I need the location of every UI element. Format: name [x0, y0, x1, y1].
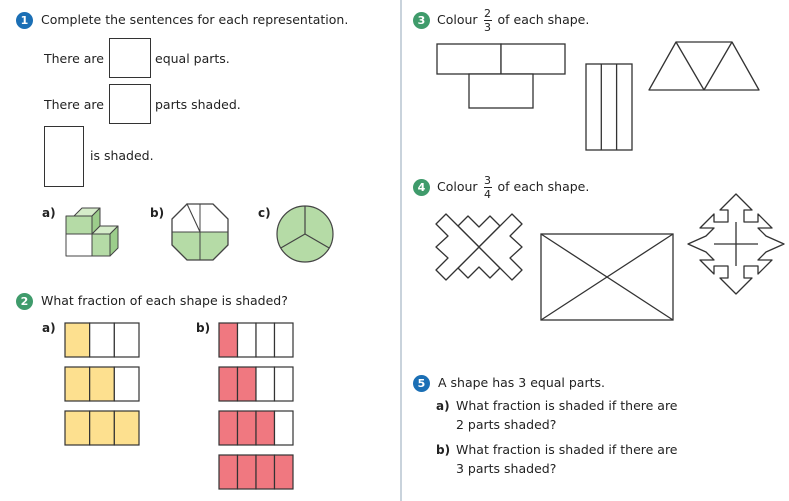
q1-sentence2-before: There are — [44, 97, 104, 112]
q4-instruction-after: of each shape. — [497, 179, 590, 194]
q1-number-badge: 1 — [16, 12, 33, 29]
q2-a-bar-3-part-1 — [65, 411, 90, 445]
q1-sentence3-after: is shaded. — [90, 148, 154, 163]
q2-b-bar-1-part-2 — [238, 323, 257, 357]
q4-instruction-before: Colour — [436, 179, 478, 194]
q5-b-line2: 3 parts shaded? — [456, 461, 557, 476]
q2-a-bar-2-part-2 — [90, 367, 115, 401]
q4-fraction — [484, 175, 492, 200]
q1-octagon-figure — [168, 200, 232, 264]
q4-fraction-numerator: 3 — [484, 174, 492, 187]
q3-instruction-before: Colour — [436, 12, 478, 27]
q2-label-a: a) — [42, 321, 56, 335]
q2-b-bar-4-part-3 — [256, 455, 275, 489]
q1-label-a: a) — [42, 206, 56, 220]
q2-a-bar-2-part-3 — [114, 367, 139, 401]
q2-instruction: What fraction of each shape is shaded? — [40, 293, 288, 308]
q2-a-bars — [64, 322, 140, 452]
q1-sentence1-after: equal parts. — [155, 51, 230, 66]
q3-fraction — [484, 8, 492, 33]
page-divider — [400, 0, 402, 501]
q2-b-bar-4-part-4 — [275, 455, 294, 489]
q3-number-badge: 3 — [413, 12, 430, 29]
q2-b-bar-2-part-2 — [238, 367, 257, 401]
q2-a-bar-3-part-2 — [90, 411, 115, 445]
q2-b-bar-1-part-1 — [219, 323, 238, 357]
q1-sentence2-after: parts shaded. — [155, 97, 241, 112]
q1-circle-figure — [274, 203, 336, 265]
q1-cubes-figure — [60, 200, 130, 265]
q4-star-figure — [684, 192, 788, 296]
q5-a-line1: What fraction is shaded if there are — [456, 398, 678, 413]
q5-heading — [413, 375, 605, 392]
q2-a-bar-3-part-3 — [114, 411, 139, 445]
q3-triangles-figure — [648, 40, 762, 92]
q1-answer-box-1[interactable] — [109, 38, 151, 78]
q4-heading — [413, 175, 589, 200]
q3-fraction-numerator: 2 — [484, 7, 492, 20]
q2-b-bar-3-part-4 — [275, 411, 294, 445]
q2-b-bar-4-part-1 — [219, 455, 238, 489]
q5-b-line1: What fraction is shaded if there are — [456, 442, 678, 457]
q1-instruction: Complete the sentences for each representation. — [40, 12, 349, 27]
q5-label-a: a) — [436, 399, 450, 413]
q4-fraction-denominator: 4 — [484, 188, 492, 201]
q3-striped-rectangle-figure — [586, 64, 634, 152]
q3-fraction-denominator: 3 — [484, 21, 492, 34]
q3-instruction-after: of each shape. — [497, 12, 590, 27]
q1-label-b: b) — [150, 206, 165, 220]
q3-heading — [413, 8, 589, 33]
q2-b-bar-3-part-3 — [256, 411, 275, 445]
q2-a-bar-1-part-2 — [90, 323, 115, 357]
q5-number-badge: 5 — [413, 375, 430, 392]
q2-heading — [16, 293, 288, 310]
q2-a-bar-1-part-3 — [114, 323, 139, 357]
q1-sentence1-before: There are — [44, 51, 104, 66]
q2-b-bar-2-part-4 — [275, 367, 294, 401]
q2-b-bar-3-part-2 — [238, 411, 257, 445]
q4-number-badge: 4 — [413, 179, 430, 196]
q1-answer-box-2[interactable] — [109, 84, 151, 124]
q4-rectangle-diagonals-figure — [540, 233, 675, 323]
q4-cross-figure — [436, 212, 522, 282]
q2-b-bar-2-part-1 — [219, 367, 238, 401]
q1-label-c: c) — [258, 206, 271, 220]
q2-a-bar-2-part-1 — [65, 367, 90, 401]
q5-instruction: A shape has 3 equal parts. — [437, 375, 605, 390]
q2-b-bar-3-part-1 — [219, 411, 238, 445]
q2-label-b: b) — [196, 321, 211, 335]
q1-heading — [16, 12, 348, 29]
q5-label-b: b) — [436, 443, 451, 457]
q2-b-bar-1-part-4 — [275, 323, 294, 357]
q2-b-bar-2-part-3 — [256, 367, 275, 401]
q3-rectangles-figure — [437, 44, 567, 112]
q2-b-bars — [218, 322, 294, 494]
q2-a-bar-1-part-1 — [65, 323, 90, 357]
q2-number-badge: 2 — [16, 293, 33, 310]
q2-b-bar-4-part-2 — [238, 455, 257, 489]
q1-answer-box-3[interactable] — [44, 126, 84, 187]
q5-a-line2: 2 parts shaded? — [456, 417, 557, 432]
q2-b-bar-1-part-3 — [256, 323, 275, 357]
